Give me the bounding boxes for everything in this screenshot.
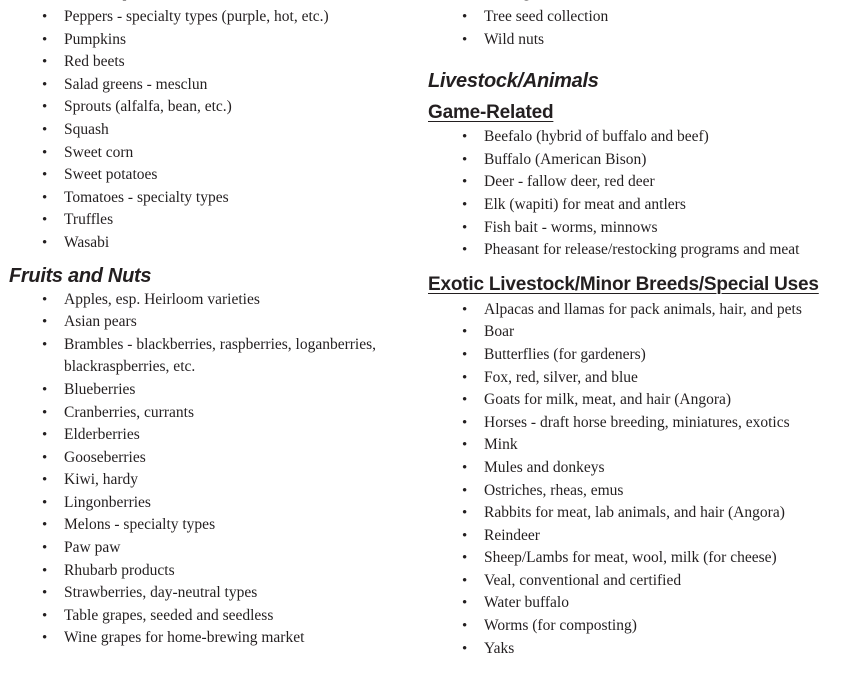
list-item: • Wasabi: [0, 232, 420, 255]
bullet-icon: •: [462, 219, 468, 236]
bullet-icon: •: [42, 167, 48, 184]
list-item: • Squash: [0, 119, 420, 142]
bullet-icon: •: [42, 54, 48, 71]
list-item: • Sweet potatoes: [0, 164, 420, 187]
bullet-icon: •: [42, 234, 48, 251]
fruits-and-nuts-heading: Fruits and Nuts: [9, 264, 152, 287]
list-item: • Yaks: [428, 638, 845, 661]
list-item: • Pheasant for release/restocking programs and meat: [428, 239, 845, 262]
bullet-icon: •: [42, 494, 48, 511]
bullet-icon: •: [462, 369, 468, 386]
bullet-icon: •: [462, 9, 468, 25]
list-item: • Cranberries, currants: [0, 402, 420, 425]
list-item: • Alpacas and llamas for pack animals, hair, and pets: [428, 299, 845, 322]
list-item: • Blueberries: [0, 379, 420, 402]
bullet-icon: •: [462, 324, 468, 341]
list-item: • Pumpkins: [0, 29, 420, 52]
fruits-list: [0, 289, 420, 651]
list-item: • Mules and donkeys: [428, 457, 845, 480]
bullet-icon: •: [462, 550, 468, 567]
bullet-icon: •: [42, 99, 48, 116]
bullet-icon: •: [42, 630, 48, 647]
game-related-heading: Game-Related: [428, 102, 554, 124]
list-item: • Boar: [428, 321, 845, 344]
bullet-icon: •: [462, 31, 468, 48]
partial-item-text: [484, 0, 537, 2]
bullet-icon: •: [462, 196, 468, 213]
list-item: • Mink: [428, 434, 845, 457]
bullet-icon: •: [462, 301, 468, 318]
list-item: • Apples, esp. Heirloom varieties: [0, 289, 420, 312]
list-item: • Red beets: [0, 51, 420, 74]
right-column: [428, 0, 845, 660]
bullet-icon: •: [42, 212, 48, 229]
list-item: • Peppers - specialty types (purple, hot, etc.): [0, 6, 420, 29]
left-column: [0, 0, 420, 650]
bullet-icon: •: [42, 449, 48, 466]
list-item: • Goats for milk, meat, and hair (Angora): [428, 389, 845, 412]
bullet-icon: •: [42, 472, 48, 489]
forest-products-list: [428, 6, 845, 51]
bullet-icon: •: [42, 607, 48, 624]
bullet-icon: •: [462, 482, 468, 499]
list-item: • Strawberries, day-neutral types: [0, 582, 420, 605]
list-item: • Ostriches, rheas, emus: [428, 480, 845, 503]
list-item: • Elk (wapiti) for meat and antlers: [428, 194, 845, 217]
bullet-icon: •: [42, 189, 48, 206]
bullet-icon: •: [462, 414, 468, 431]
game-related-list: [428, 126, 845, 262]
livestock-animals-heading: Livestock/Animals: [428, 70, 599, 93]
bullet-icon: •: [462, 527, 468, 544]
list-item: • Fox, red, silver, and blue: [428, 367, 845, 390]
list-item: • Reindeer: [428, 525, 845, 548]
list-item: • Sprouts (alfalfa, bean, etc.): [0, 96, 420, 119]
bullet-icon: •: [42, 562, 48, 579]
bullet-icon: •: [42, 76, 48, 93]
bullet-icon: •: [42, 585, 48, 602]
list-item: • Sheep/Lambs for meat, wool, milk (for cheese): [428, 547, 845, 570]
list-item: • Paw paw: [0, 537, 420, 560]
list-item: • Buffalo (American Bison): [428, 149, 845, 172]
bullet-icon: •: [462, 174, 468, 191]
list-item: • Wild nuts: [428, 29, 845, 52]
list-item: • Tomatoes - specialty types: [0, 187, 420, 210]
list-item: • Kiwi, hardy: [0, 469, 420, 492]
list-item: • Butterflies (for gardeners): [428, 344, 845, 367]
list-item: • Table grapes, seeded and seedless: [0, 605, 420, 628]
bullet-icon: •: [462, 618, 468, 635]
list-item: • Gooseberries: [0, 447, 420, 470]
bullet-icon: •: [42, 144, 48, 161]
list-item: • Tree seed collection: [428, 6, 845, 29]
list-item: • Rhubarb products: [0, 560, 420, 583]
bullet-icon: •: [462, 640, 468, 657]
bullet-icon: •: [462, 392, 468, 409]
list-item: • Asian pears: [0, 311, 420, 334]
bullet-icon: •: [462, 572, 468, 589]
bullet-icon: •: [42, 381, 48, 398]
exotic-livestock-list: [428, 299, 845, 661]
list-item: • Truffles: [0, 209, 420, 232]
bullet-icon: •: [42, 121, 48, 138]
bullet-icon: •: [462, 151, 468, 168]
bullet-icon: •: [42, 517, 48, 534]
list-item: • Veal, conventional and certified: [428, 570, 845, 593]
list-item: • Sweet corn: [0, 142, 420, 165]
list-item: • Salad greens - mesclun: [0, 74, 420, 97]
bullet-icon: •: [42, 427, 48, 444]
list-item: • Deer - fallow deer, red deer: [428, 171, 845, 194]
exotic-livestock-heading: Exotic Livestock/Minor Breeds/Special Uses: [428, 273, 819, 295]
bullet-icon: •: [42, 314, 48, 331]
bullet-icon: •: [462, 437, 468, 454]
bullet-icon: •: [462, 242, 468, 259]
bullet-icon: •: [42, 9, 48, 25]
bullet-icon: •: [462, 129, 468, 146]
list-item: • Elderberries: [0, 424, 420, 447]
list-item: • Beefalo (hybrid of buffalo and beef): [428, 126, 845, 149]
list-item: • Worms (for composting): [428, 615, 845, 638]
bullet-icon: •: [462, 595, 468, 612]
list-item: • Brambles - blackberries, raspberries, loganberries, blackraspberries, etc.: [42, 335, 377, 376]
list-item: • Water buffalo: [428, 592, 845, 615]
partial-item-text: [64, 0, 188, 2]
list-item: • Rabbits for meat, lab animals, and hair (Angora): [428, 502, 845, 525]
list-item: • Horses - draft horse breeding, miniatures, exotics: [428, 412, 845, 435]
bullet-icon: •: [42, 404, 48, 421]
list-item: • Fish bait - worms, minnows: [428, 217, 845, 240]
list-item: • Melons - specialty types: [0, 514, 420, 537]
bullet-icon: •: [42, 336, 48, 353]
bullet-icon: •: [462, 505, 468, 522]
list-item: • Lingonberries: [0, 492, 420, 515]
list-item: • Wine grapes for home-brewing market: [0, 627, 420, 650]
bullet-icon: •: [42, 540, 48, 557]
bullet-icon: •: [42, 291, 48, 308]
bullet-icon: •: [462, 459, 468, 476]
bullet-icon: •: [462, 346, 468, 363]
bullet-icon: •: [42, 31, 48, 48]
vegetables-list: [0, 6, 420, 255]
